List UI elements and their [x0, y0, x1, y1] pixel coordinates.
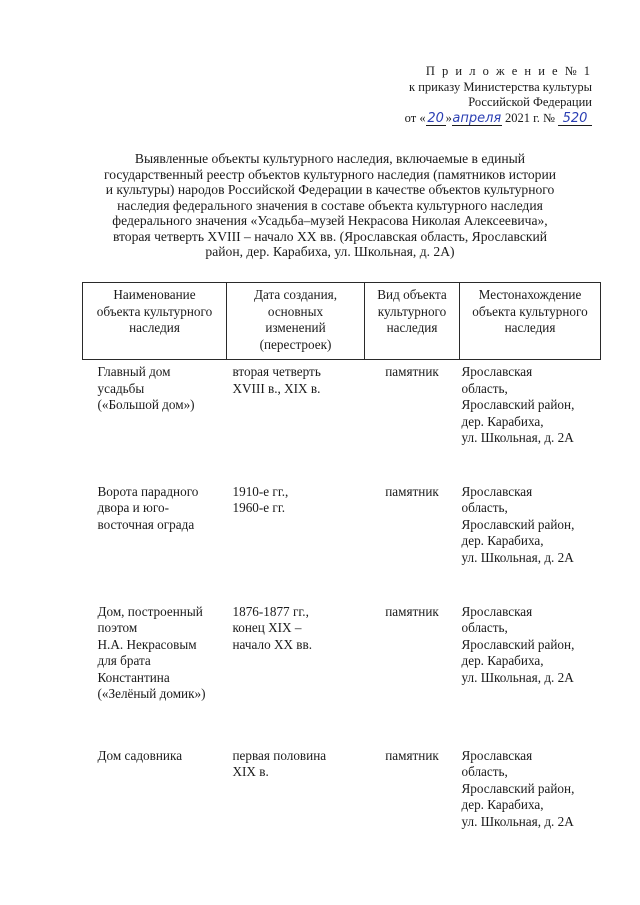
cell-line: изменений	[265, 320, 326, 335]
object-name-cell	[83, 480, 227, 600]
object-location-cell	[460, 360, 601, 480]
table-body	[83, 360, 601, 864]
title-line: наследия федерального значения в составе объекта культурного наследия	[117, 197, 543, 213]
cell-line: Константина	[97, 669, 170, 685]
cell-line: Главный дом	[97, 364, 171, 379]
cell-line: дер. Карабиха,	[461, 653, 544, 668]
object-type-cell: памятник	[385, 747, 439, 763]
title-line: и культуры) народов Российской Федерации в качестве объектов культурного	[105, 182, 555, 197]
cell-line: двора и юго-	[97, 500, 169, 515]
cell-line: усадьбы	[97, 380, 145, 396]
object-date-cell	[227, 480, 365, 600]
table-row	[83, 744, 601, 864]
cell-line: Дата создания,	[253, 287, 338, 302]
date-day-close: »	[445, 110, 452, 125]
cell-line: для брата	[97, 653, 151, 668]
cell-line: область,	[461, 500, 508, 515]
cell-line: дер. Карабиха,	[461, 797, 544, 812]
cell-line: первая половина	[232, 747, 327, 763]
cell-line: Ярославская	[461, 603, 533, 619]
cell-line: 1910-е гг.,	[232, 483, 289, 499]
cell-line: Дом, построенный	[97, 603, 203, 619]
cell-line: Н.А. Некрасовым	[97, 636, 197, 652]
cell-line: Ярославский район,	[461, 636, 575, 652]
cell-line: вторая четверть	[232, 364, 321, 379]
cell-line: основных	[267, 303, 324, 319]
title-line: Выявленные объекты культурного наследия, включаемые в единый	[134, 151, 526, 166]
cell-line: дер. Карабиха,	[461, 533, 544, 548]
cell-line: культурного	[377, 303, 447, 319]
cell-line: область,	[461, 380, 508, 396]
cell-line: Ярославская	[461, 483, 533, 499]
cell-line: Дом садовника	[97, 747, 183, 763]
cell-line: Ярославский район,	[461, 780, 575, 796]
cell-line: наследия	[129, 320, 180, 335]
document-title	[70, 151, 590, 260]
cell-line: Вид объекта	[377, 287, 447, 302]
cell-line: Ярославская	[461, 364, 533, 379]
cell-line: Местонахождение	[478, 287, 582, 302]
object-type-cell: памятник	[385, 603, 439, 619]
cell-line: Ворота парадного	[97, 483, 199, 499]
object-location-cell	[460, 480, 601, 600]
object-name-cell	[83, 744, 227, 864]
cell-line: восточная ограда	[97, 516, 195, 532]
table-row	[83, 480, 601, 600]
appendix-date-line	[380, 111, 592, 127]
cell-line: Ярославский район,	[461, 397, 575, 412]
cell-line: ул. Школьная, д. 2А	[461, 549, 574, 565]
object-name-cell	[83, 360, 227, 480]
title-line: вторая четверть XVIII – начало XX вв. (Ярославская область, Ярославский	[112, 228, 548, 244]
cell-line: 1876-1877 гг.,	[232, 603, 309, 619]
object-location-cell	[460, 744, 601, 864]
cell-line: 1960-е гг.	[232, 500, 286, 515]
cell-line: (перестроек)	[259, 336, 332, 352]
object-date-cell	[227, 744, 365, 864]
object-name-cell	[83, 600, 227, 744]
cell-line: объекта культурного	[472, 303, 588, 319]
cell-line: поэтом	[97, 620, 138, 635]
object-type-cell: памятник	[385, 483, 439, 499]
cell-line: начало XX вв.	[232, 636, 313, 652]
cell-line: XVIII в., XIX в.	[232, 380, 321, 396]
title-line: государственный реестр объектов культурного наследия (памятников истории	[103, 166, 557, 182]
cell-line: объекта культурного	[96, 303, 213, 319]
object-location-cell	[460, 600, 601, 744]
table-row	[83, 360, 601, 480]
object-date-cell	[227, 360, 365, 480]
date-year-text: 2021 г. №	[504, 110, 555, 125]
cell-line: ул. Школьная, д. 2А	[461, 813, 574, 829]
cell-line: Ярославская	[461, 747, 533, 763]
cell-line: область,	[461, 620, 508, 635]
date-prefix: от «	[404, 110, 426, 125]
appendix-ministry-line: Российской Федерации	[468, 95, 592, 109]
cell-line: ул. Школьная, д. 2А	[461, 430, 574, 445]
header-date	[227, 283, 365, 360]
cell-line: дер. Карабиха,	[461, 413, 544, 429]
appendix-label: П р и л о ж е н и е № 1	[425, 64, 592, 78]
object-date-cell	[227, 600, 365, 744]
order-number-handwritten: 520	[558, 112, 592, 126]
title-line: федерального значения «Усадьба–музей Некрасова Николая Алексеевича»,	[112, 213, 548, 228]
cell-line: наследия	[504, 320, 556, 335]
object-type-cell: памятник	[385, 364, 439, 379]
cell-line: («Большой дом»)	[97, 397, 195, 412]
header-type	[365, 283, 460, 360]
title-line: район, дер. Карабиха, ул. Школьная, д. 2А)	[205, 244, 455, 259]
header-location	[460, 283, 601, 360]
cell-line: ул. Школьная, д. 2А	[461, 669, 574, 685]
cell-line: конец XIX –	[232, 620, 302, 635]
cell-line: Ярославский район,	[461, 516, 575, 532]
header-name	[83, 283, 227, 360]
cell-line: Наименование	[113, 287, 196, 302]
objects-table	[82, 282, 601, 864]
date-day-handwritten: 20	[427, 110, 444, 126]
date-month-handwritten: апреля	[452, 110, 502, 126]
table-header-row	[83, 283, 601, 360]
cell-line: XIX в.	[232, 764, 269, 779]
cell-line: («Зелёный домик»)	[97, 686, 206, 701]
appendix-block	[380, 64, 592, 126]
table-row	[83, 600, 601, 744]
cell-line: область,	[461, 764, 508, 779]
appendix-order-line: к приказу Министерства культуры	[409, 79, 592, 94]
cell-line: наследия	[386, 320, 438, 335]
